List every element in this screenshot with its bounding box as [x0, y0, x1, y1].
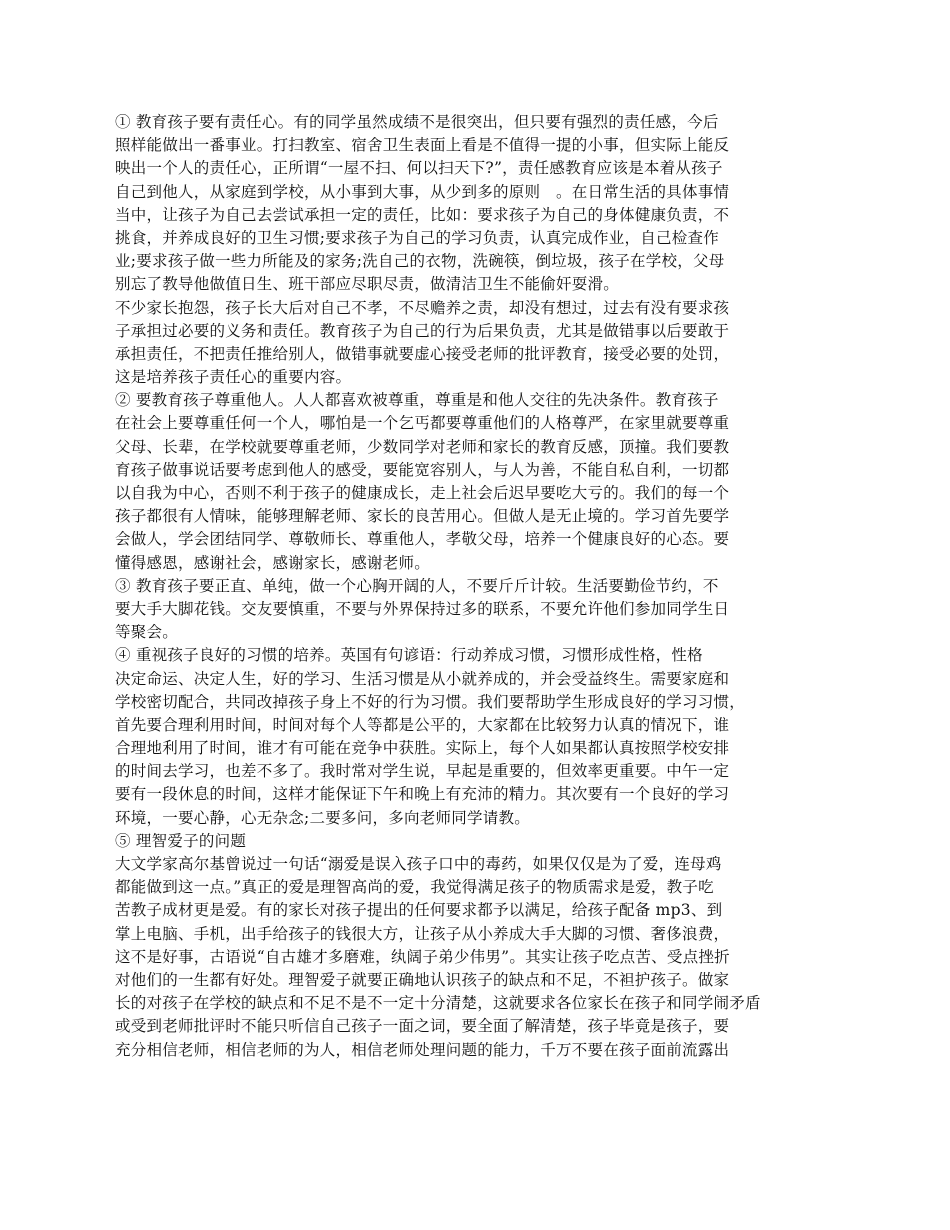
text-line: 在社会上要尊重任何一个人，哪怕是一个乞丐都要尊重他们的人格尊严，在家里就要尊重	[115, 414, 730, 433]
text-line: 大文学家高尔基曾说过一句话“溺爱是误入孩子口中的毒药，如果仅仅是为了爱，连母鸡	[115, 855, 722, 873]
text-line: 育孩子做事说话要考虑到他人的感受，要能宽容别人，与人为善，不能自私自利，一切都	[115, 460, 730, 479]
text-line: 首先要合理利用时间，时间对每个人等都是公平的，大家都在比较努力认真的情况下，谁	[115, 715, 730, 734]
text-line: 决定命运、决定人生，好的学习、生活习惯是从小就养成的，并会受益终生。需要家庭和	[115, 669, 730, 688]
text-line: ① 教育孩子要有责任心。有的同学虽然成绩不是很突出，但只要有强烈的责任感，今后	[115, 113, 719, 131]
text-line: 这是培养孩子责任心的重要内容。	[115, 368, 352, 387]
text-line: 子承担过必要的义务和责任。教育孩子为自己的行为后果负责，尤其是做错事以后要敢于	[115, 321, 730, 340]
text-line: 自己到他人，从家庭到学校，从小事到大事，从少到多的原则 。在日常生活的具体事情	[115, 182, 730, 201]
text-line: 充分相信老师，相信老师的为人，相信老师处理问题的能力，千万不要在孩子面前流露出	[115, 1040, 730, 1059]
text-line: ⑤ 理智爱子的问题	[115, 831, 247, 850]
text-line: 要有一段休息的时间，这样才能保证下午和晚上有充沛的精力。其次要有一个良好的学习	[115, 785, 730, 804]
text-line: 长的对孩子在学校的缺点和不足不是不一定十分清楚，这就要求各位家长在孩子和同学闹矛盾	[115, 994, 761, 1013]
text-line: 掌上电脑、手机，出手给孩子的钱很大方，让孩子从小养成大手大脚的习惯、奢侈浪费，	[115, 924, 730, 943]
text-line: 以自我为中心，否则不利于孩子的健康成长，走上社会后迟早要吃大亏的。我们的每一个	[115, 484, 730, 502]
text-line: 映出一个人的责任心，正所谓“一屋不扫、何以扫天下?”，责任感教育应该是本着从孩子	[115, 159, 723, 178]
text-line: 这不是好事，古语说“自古雄才多磨难，纨阔子弟少伟男”。其实让孩子吃点苦、受点挫折	[115, 947, 730, 966]
text-line: 或受到老师批评时不能只听信自己孩子一面之词，要全面了解清楚，孩子毕竟是孩子，要	[115, 1017, 730, 1036]
document-body	[115, 111, 845, 1062]
text-line: 父母、长辈，在学校就要尊重老师，少数同学对老师和家长的教育反感，顶撞。我们要教	[115, 437, 730, 456]
text-line: 要大手大脚花钱。交友要慎重，不要与外界保持过多的联系，不要允许他们参加同学生日	[115, 599, 730, 618]
text-line: 挑食，并养成良好的卫生习惯;要求孩子为自己的学习负责，认真完成作业，自己检查作	[115, 228, 719, 247]
text-line: 业;要求孩子做一些力所能及的家务;洗自己的衣物，洗碗筷，倒垃圾，孩子在学校，父母	[115, 252, 725, 271]
text-line: 照样能做出一番事业。打扫教室、宿舍卫生表面上看是不值得一提的小事，但实际上能反	[115, 136, 730, 155]
text-line: 环境，一要心静，心无杂念;二要多问，多向老师同学请教。	[115, 808, 530, 827]
text-line: 的时间去学习，也差不多了。我时常对学生说，早起是重要的，但效率更重要。中午一定	[115, 762, 730, 781]
text-line: 孩子都很有人情味，能够理解老师、家长的良苦用心。但做人是无止境的。学习首先要学	[115, 507, 730, 526]
text-line: 合理地利用了时间，谁才有可能在竞争中获胜。实际上，每个人如果都认真按照学校安排	[115, 739, 730, 758]
text-line: ④ 重视孩子良好的习惯的培养。英国有句谚语：行动养成习惯，习惯形成性格，性格	[115, 646, 703, 665]
text-line: 对他们的一生都有好处。理智爱子就要正确地认识孩子的缺点和不足，不袒护孩子。做家	[115, 970, 730, 989]
text-line: 会做人，学会团结同学、尊敬师长、尊重他人，孝敬父母，培养一个健康良好的心态。要	[115, 530, 730, 549]
text-line: ② 要教育孩子尊重他人。人人都喜欢被尊重，尊重是和他人交往的先决条件。教育孩子	[115, 391, 719, 410]
text-line: 别忘了教导他做值日生、班干部应尽职尽责，做清洁卫生不能偷奸耍滑。	[115, 275, 620, 294]
text-line: 懂得感恩，感谢社会，感谢家长，感谢老师。	[115, 553, 431, 572]
text-line: 当中，让孩子为自己去尝试承担一定的责任，比如：要求孩子为自己的身体健康负责，不	[115, 205, 730, 224]
text-line: 苦教子成材更是爱。有的家长对孩子提出的任何要求都予以满足，给孩子配备 mp3、到	[115, 901, 723, 920]
text-line: 等聚会。	[115, 623, 179, 642]
text-line: ③ 教育孩子要正直、单纯，做一个心胸开阔的人，不要斤斤计较。生活要勤俭节约，不	[115, 576, 719, 595]
text-line: 都能做到这一点。”真正的爱是理智高尚的爱，我觉得满足孩子的物质需求是爱，教子吃	[115, 878, 714, 897]
text-line: 学校密切配合，共同改掉孩子身上不好的行为习惯。我们要帮助学生形成良好的学习习惯，	[115, 692, 746, 711]
text-line: 承担责任，不把责任推给别人，做错事就要虚心接受老师的批评教育，接受必要的处罚，	[115, 344, 730, 363]
text-line: 不少家长抱怨，孩子长大后对自己不孝，不尽赡养之责，却没有想过，过去有没有要求孩	[115, 298, 730, 317]
